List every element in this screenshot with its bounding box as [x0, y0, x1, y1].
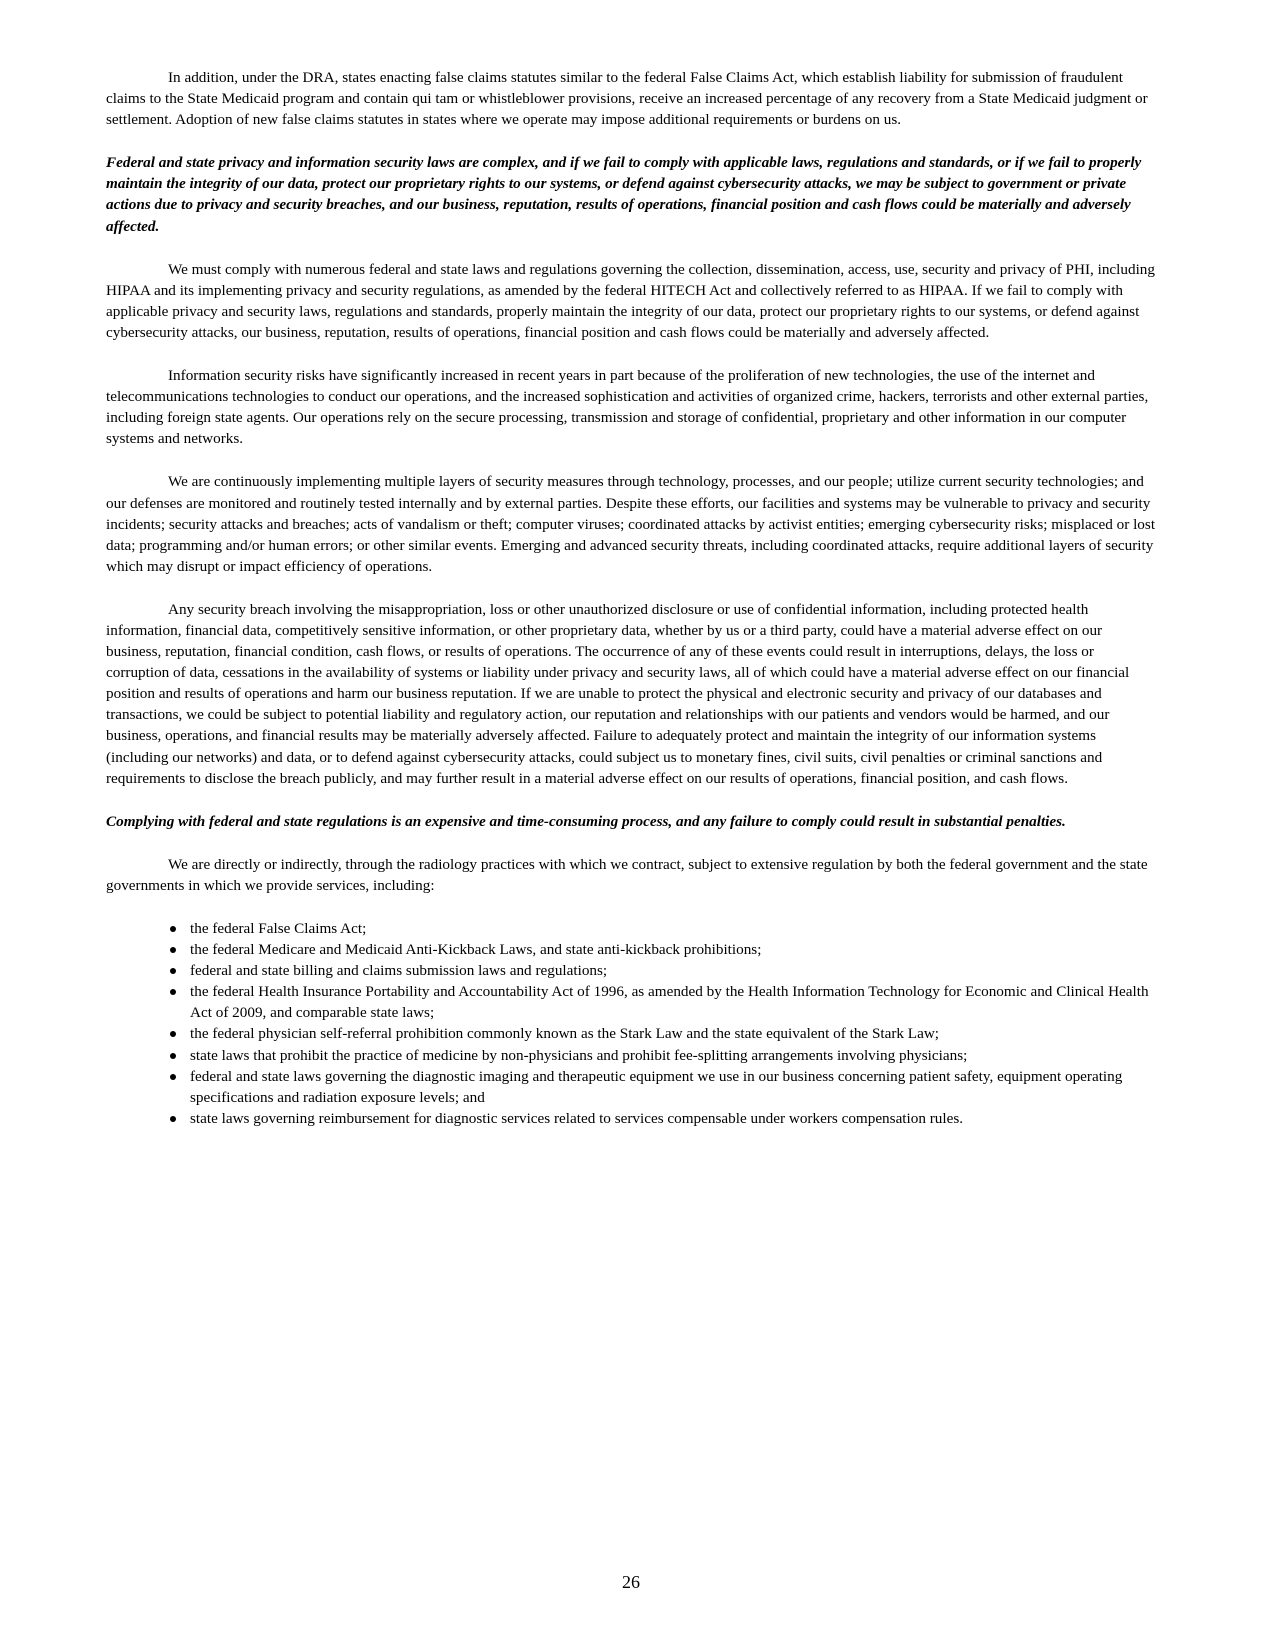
- list-item-text: the federal physician self-referral prohibition commonly known as the Stark Law and the state equivalent of the Stark Law;: [190, 1025, 940, 1043]
- paragraph-security-breach: Any security breach involving the misappropriation, loss or other unauthorized disclosure or use of confidential information, including protected health information, financial data, competitively sensitive information, or other proprietary data, whether by us or a third party, could have a material adverse effect on our business, reputation, financial condition, cash flows, or results of operations. The occurrence of any of these events could result in interruptions, delays, the loss or corruption of data, cessations in the availability of systems or liability under privacy and security laws, all of which could have a material adverse effect on our financial position and results of operations and harm our business reputation. If we are unable to protect the physical and electronic security and privacy of our databases and transactions, we could be subject to potential liability and regulatory action, our reputation and relationships with our patients and vendors would be harmed, and our business, operations, and financial results may be materially adversely affected. Failure to adequately protect and maintain the integrity of our information systems (including our networks) and data, or to defend against cybersecurity attacks, could subject us to monetary fines, civil suits, civil penalties or criminal sanctions and requirements to disclose the breach publicly, and may further result in a material adverse effect on our results of operations, financial position, and cash flows.: [106, 600, 1130, 787]
- list-item: [190, 1066, 1158, 1108]
- bullet-icon: [170, 1053, 176, 1059]
- risk-heading-privacy-security: Federal and state privacy and information security laws are complex, and if we fail to comply with applicable laws, regulations and standards, or if we fail to properly maintain the integrity of our data, protect our proprietary rights to our systems, or defend against cybersecurity attacks, we may be subject to government or private actions due to privacy and security breaches, and our business, reputation, results of operations, financial position and cash flows could be materially and adversely affected.: [106, 154, 1142, 235]
- list-item: [190, 939, 1158, 960]
- page-number: 26: [622, 1572, 640, 1592]
- paragraph-dra-false-claims: In addition, under the DRA, states enacting false claims statutes similar to the federal False Claims Act, which establish liability for submission of fraudulent claims to the State Medicaid program and contain qui tam or whistleblower provisions, receive an increased percentage of any recovery from a State Medicaid judgment or settlement. Adoption of new false claims statutes in states where we operate may impose additional requirements or burdens on us.: [106, 69, 1148, 129]
- list-item: [190, 981, 1158, 1023]
- bullet-icon: [170, 1116, 176, 1122]
- bullet-icon: [170, 926, 176, 932]
- paragraph-information-security-risks: Information security risks have significantly increased in recent years in part because of the proliferation of new technologies, the use of the internet and telecommunications technologies to conduct our operations, and the increased sophistication and activities of organized crime, hackers, terrorists and other external parties, including foreign state agents. Our operations rely on the secure processing, transmission and storage of confidential, proprietary and other information in our computer systems and networks.: [106, 367, 1149, 448]
- bullet-icon: [170, 947, 176, 953]
- list-item-text: state laws governing reimbursement for diagnostic services related to services compensable under workers compensation rules.: [190, 1109, 964, 1127]
- list-item-text: the federal False Claims Act;: [190, 920, 367, 937]
- paragraph-hipaa-compliance: We must comply with numerous federal and state laws and regulations governing the collection, dissemination, access, use, security and privacy of PHI, including HIPAA and its implementing privacy and security regulations, as amended by the federal HITECH Act and collectively referred to as HIPAA. If we fail to comply with applicable privacy and security laws, regulations and standards, properly maintain the integrity of our data, protect our proprietary rights to our systems, or defend against cybersecurity attacks, our business, reputation, results of operations, financial position and cash flows could be materially and adversely affected.: [106, 260, 1155, 341]
- bullet-icon: [170, 1074, 176, 1080]
- list-item: [190, 1045, 1158, 1066]
- bullet-icon: [170, 968, 176, 974]
- document-body: [106, 67, 1158, 1129]
- list-item: [190, 1108, 1158, 1129]
- list-item-text: the federal Health Insurance Portability and Accountability Act of 1996, as amended by the Health Information Technology for Economic and Clinical Health Act of 2009, and comparable state laws;: [190, 983, 1149, 1022]
- list-item-text: federal and state laws governing the diagnostic imaging and therapeutic equipment we use in our business concerning patient safety, equipment operating specifications and radiation exposure levels; and: [190, 1067, 1123, 1106]
- list-item-text: state laws that prohibit the practice of medicine by non-physicians and prohibit fee-splitting arrangements involving physicians;: [190, 1046, 968, 1064]
- list-item: [190, 960, 1158, 981]
- bullet-icon: [170, 1031, 176, 1037]
- list-item: [190, 1023, 1158, 1044]
- paragraph-extensive-regulation: We are directly or indirectly, through the radiology practices with which we contract, subject to extensive regulation by both the federal government and the state governments in which we provide services, including:: [106, 855, 1148, 894]
- paragraph-security-measures: We are continuously implementing multiple layers of security measures through technology, processes, and our people; utilize current security technologies; and our defenses are monitored and routinely tested internally and by external parties. Despite these efforts, our facilities and systems may be vulnerable to privacy and security incidents; security attacks and breaches; acts of vandalism or theft; computer viruses; coordinated attacks by activist entities; emerging cybersecurity risks; misplaced or lost data; programming and/or human errors; or other similar events. Emerging and advanced security threats, including coordinated attacks, require additional layers of security which may disrupt or impact efficiency of operations.: [106, 473, 1156, 575]
- regulation-list: [106, 918, 1158, 1129]
- risk-heading-regulation-compliance: Complying with federal and state regulations is an expensive and time-consuming process, and any failure to comply could result in substantial penalties.: [106, 812, 1066, 830]
- list-item-text: federal and state billing and claims submission laws and regulations;: [190, 962, 608, 980]
- list-item-text: the federal Medicare and Medicaid Anti-Kickback Laws, and state anti-kickback prohibitions;: [190, 941, 762, 959]
- bullet-icon: [170, 989, 176, 995]
- list-item: [190, 918, 1158, 939]
